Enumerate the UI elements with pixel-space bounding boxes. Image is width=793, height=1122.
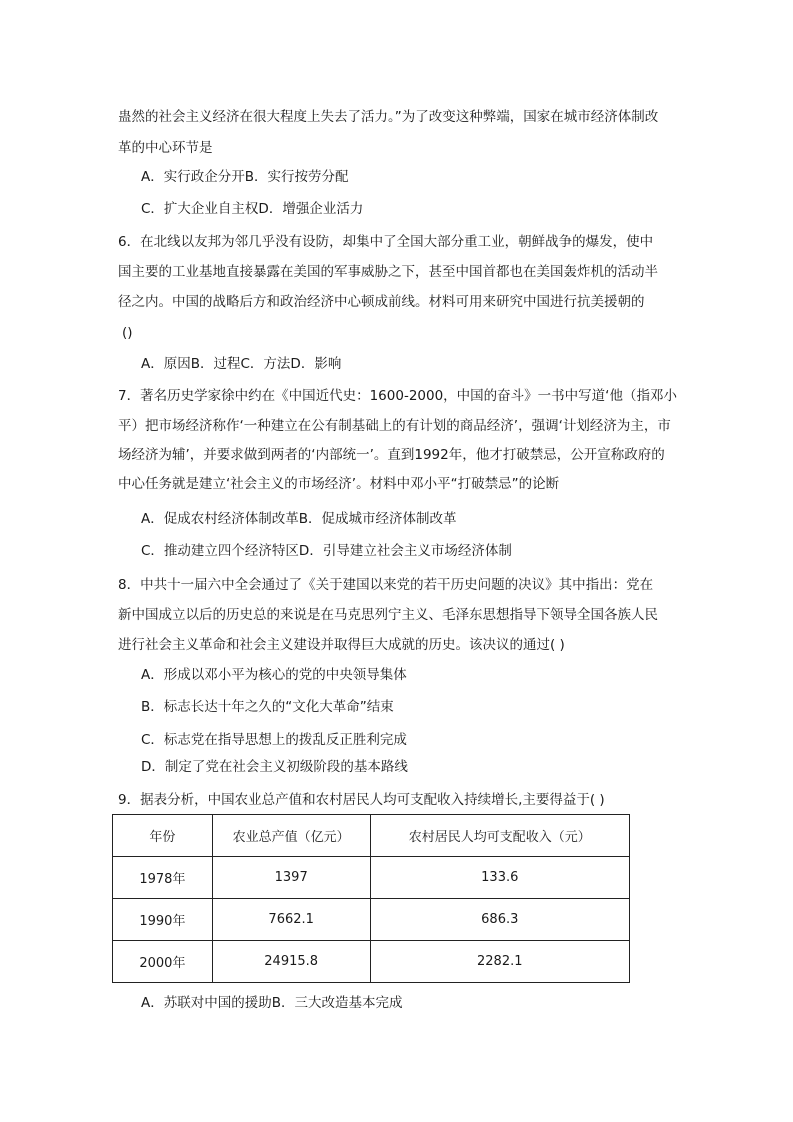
q8-text-line: 进行社会主义革命和社会主义建设并取得巨大成就的历史。该决议的通过( ) — [118, 637, 565, 653]
table-cell: 7662.1 — [212, 899, 370, 941]
table-header-cell: 年份 — [113, 815, 213, 857]
q5-text-line: 蛊然的社会主义经济在很大程度上失去了活力。”为了改变这种弊端，国家在城市经济体制改 — [118, 109, 659, 125]
q6-text-line: 国主要的工业基地直接暴露在美国的军事威胁之下，甚至中国首都也在美国轰炸机的活动半 — [118, 264, 658, 280]
q8-option-d: D．制定了党在社会主义初级阶段的基本路线 — [141, 759, 408, 775]
table-cell: 686.3 — [370, 899, 629, 941]
q5-options-cd: C．扩大企业自主权D．增强企业活力 — [141, 201, 364, 217]
q8-option-b: B．标志长达十年之久的“文化大革命”结束 — [141, 699, 394, 715]
table-cell: 1397 — [212, 857, 370, 899]
q5-text-line: 革的中心环节是 — [118, 140, 213, 156]
q7-text-line: 中心任务就是建立‘社会主义的市场经济’。材料中邓小平“打破禁忌”的论断 — [118, 476, 560, 492]
q7-text-line: 场经济为辅’，并要求做到两者的‘内部统一’。直到1992年，他才打破禁忌，公开宣称政府的 — [118, 447, 665, 463]
q6-text-line: 径之内。中国的战略后方和政治经济中心顿成前线。材料可用来研究中国进行抗美援朝的 — [118, 294, 645, 310]
table-header-cell: 农村居民人均可支配收入（元） — [370, 815, 629, 857]
q7-options-ab: A．促成农村经济体制改革B．促成城市经济体制改革 — [141, 511, 457, 527]
q7-options-cd: C．推动建立四个经济特区D．引导建立社会主义市场经济体制 — [141, 543, 512, 559]
table-header-cell: 农业总产值（亿元） — [212, 815, 370, 857]
table-header-row — [113, 815, 630, 857]
table-cell: 133.6 — [370, 857, 629, 899]
q8-option-c: C．标志党在指导思想上的拨乱反正胜利完成 — [141, 732, 407, 748]
q5-options-ab: A．实行政企分开B．实行按劳分配 — [141, 169, 349, 185]
table-cell: 24915.8 — [212, 941, 370, 983]
q6-answer-blank: () — [122, 325, 133, 341]
q6-options: A．原因B．过程C．方法D．影响 — [141, 356, 342, 372]
table-row — [113, 857, 630, 899]
q6-text-line: 6．在北线以友邦为邻几乎没有设防，却集中了全国大部分重工业，朝鲜战争的爆发，使中 — [118, 234, 654, 250]
q8-text-line: 新中国成立以后的历史总的来说是在马克思列宁主义、毛泽东思想指导下领导全国各族人民 — [118, 607, 658, 623]
table-cell: 2000年 — [113, 941, 213, 983]
table-cell: 1978年 — [113, 857, 213, 899]
q9-options-ab: A．苏联对中国的援助B．三大改造基本完成 — [141, 995, 403, 1011]
q8-option-a: A．形成以邓小平为核心的党的中央领导集体 — [141, 667, 407, 683]
table-cell: 1990年 — [113, 899, 213, 941]
q9-text-line: 9．据表分析，中国农业总产值和农村居民人均可支配收入持续增长,主要得益于( ) — [118, 792, 605, 808]
table-cell: 2282.1 — [370, 941, 629, 983]
q8-text-line: 8．中共十一届六中全会通过了《关于建国以来党的若干历史问题的决议》其中指出：党在 — [118, 577, 654, 593]
q7-text-line: 平）把市场经济称作‘一种建立在公有制基础上的有计划的商品经济’，强调‘计划经济为主，市 — [118, 418, 671, 434]
table-row — [113, 941, 630, 983]
table-row — [113, 899, 630, 941]
q7-text-line: 7．著名历史学家徐中约在《中国近代史：1600-2000，中国的奋斗》一书中写道‘他（指邓小 — [118, 388, 677, 404]
q9-data-table — [112, 814, 630, 983]
